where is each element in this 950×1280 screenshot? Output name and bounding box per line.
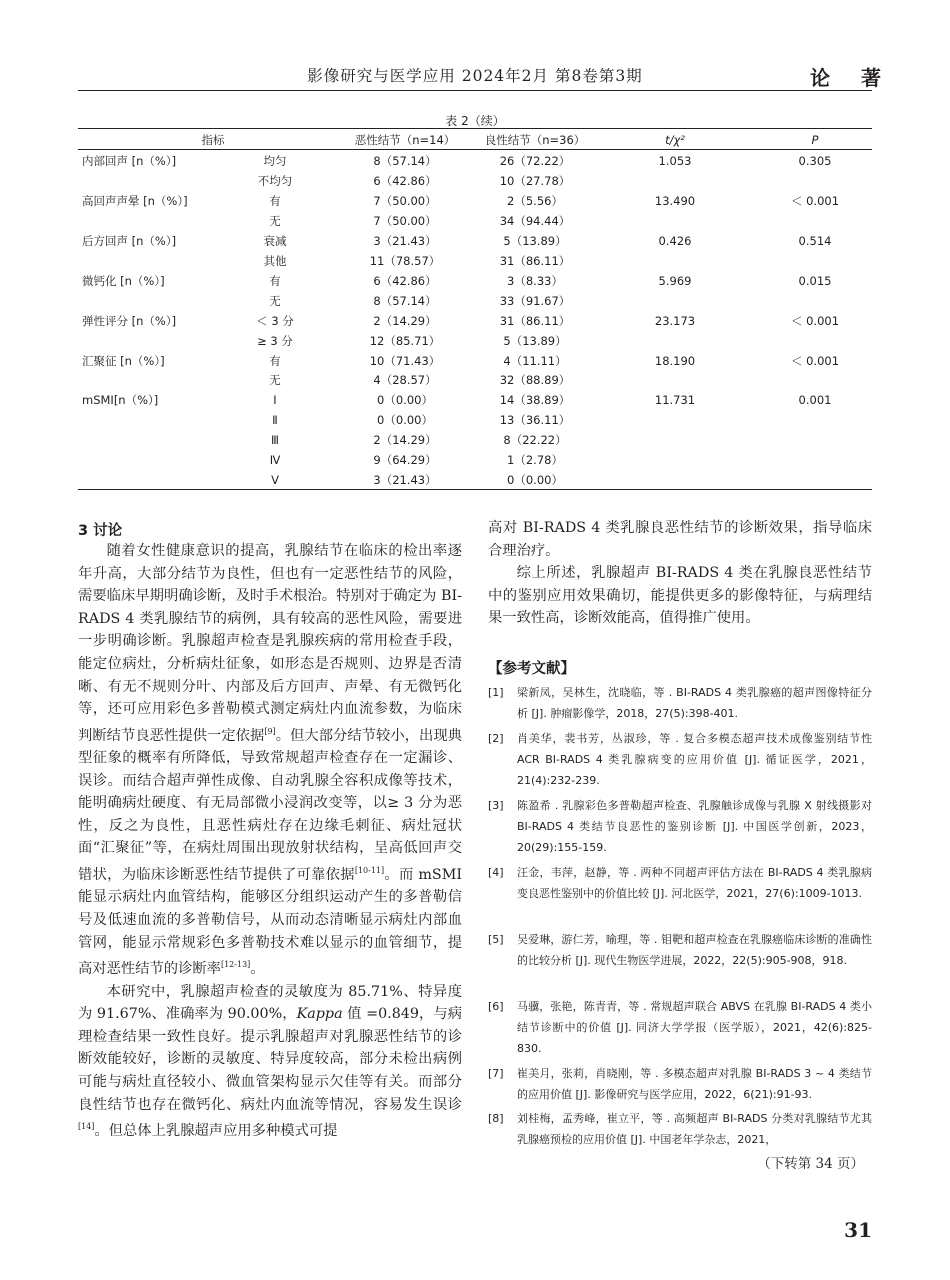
table-row-benign-value: 33（91.67） <box>499 294 571 308</box>
table-row-benign-value: 31（86.11） <box>499 254 571 268</box>
conclusion-paragraph: 综上所述，乳腺超声 BI-RADS 4 类在乳腺良恶性结节中的鉴别应用效果确切，能提供更多的影像特征，与病理结果一致性高，诊断效能高，值得推广使用。 <box>488 565 872 627</box>
table-row-benign-value: 3（8.33） <box>507 274 563 288</box>
table-row-benign-value: 10（27.78） <box>499 174 571 188</box>
reference-text: 吴爱琳，游仁芳，喻理，等 . 钼靶和超声检查在乳腺癌临床诊断的准确性的比较分析 [J]. 现代生物医学进展，2022，22(5):905-908，918. <box>517 933 872 967</box>
discussion-left-column <box>78 540 462 1143</box>
table-row-benign-value: 32（88.89） <box>499 373 571 387</box>
table-row-row-indicator: mSMI[n（%）] <box>82 393 159 407</box>
table-row-benign-value: 14（38.89） <box>499 393 571 407</box>
table-row-benign-value: 13（36.11） <box>499 413 571 427</box>
table-row-benign-value: 5（13.89） <box>503 234 567 248</box>
table-row-malignant-value: 2（14.29） <box>373 314 437 328</box>
table-top-rule <box>78 128 872 129</box>
table-caption: 表 2（续） <box>445 114 505 128</box>
col-header-p: P <box>811 133 819 147</box>
reference-number: [7] <box>488 1067 504 1080</box>
table-row-p-value: 0.001 <box>798 393 832 407</box>
reference-item <box>488 996 872 1059</box>
reference-text: 崔美月，张莉，肖晓刚，等 . 多模态超声对乳腺 BI-RADS 3 ~ 4 类结节的应用价值 [J]. 影像研究与医学应用，2022，6(21):91-93. <box>517 1067 872 1101</box>
reference-item <box>488 795 872 858</box>
table-row-row-category: 有 <box>269 354 281 368</box>
section-label: 论 著 <box>810 66 893 90</box>
reference-number: [1] <box>488 686 504 699</box>
table-row-statistic-value: 23.173 <box>654 314 696 328</box>
table-row-row-category: ≥ 3 分 <box>257 334 293 348</box>
header-rule <box>78 90 872 91</box>
table-row-p-value: 0.015 <box>798 274 832 288</box>
reference-item <box>488 862 872 904</box>
table-row-row-indicator: 后方回声 [n（%）] <box>82 234 177 248</box>
table-row-row-category: Ⅱ <box>272 413 278 427</box>
page-number: 31 <box>844 1218 872 1242</box>
citation: [14] <box>78 1122 95 1132</box>
table-row-malignant-value: 3（21.43） <box>373 473 437 487</box>
table-row-malignant-value: 10（71.43） <box>369 354 441 368</box>
table-row-statistic-value: 1.053 <box>658 154 692 168</box>
table-row-row-category: ＜ 3 分 <box>256 314 294 328</box>
col-header-indicator: 指标 <box>201 133 225 147</box>
table-row-malignant-value: 8（57.14） <box>373 154 437 168</box>
reference-text: 肖美华，裴书芳，丛淑珍，等 . 复合多模态超声技术成像鉴别结节性 ACR BI-RADS 4 类乳腺病变的应用价值 [J]. 循证医学，2021，21(4):232-239. <box>517 732 872 787</box>
table-row-statistic-value: 13.490 <box>654 194 696 208</box>
table-row-row-indicator: 汇聚征 [n（%）] <box>82 354 165 368</box>
table-row-benign-value: 31（86.11） <box>499 314 571 328</box>
reference-number: [4] <box>488 866 504 879</box>
citation: [10-11] <box>354 866 385 876</box>
table-row-row-category: Ⅴ <box>271 473 279 487</box>
table-row-malignant-value: 6（42.86） <box>373 174 437 188</box>
reference-item <box>488 929 872 971</box>
table-row-p-value: 0.305 <box>798 154 832 168</box>
table-row-benign-value: 0（0.00） <box>507 473 563 487</box>
table-row-row-indicator: 弹性评分 [n（%）] <box>82 314 177 328</box>
discussion-paragraph-1: 随着女性健康意识的提高，乳腺结节在临床的检出率逐年升高，大部分结节为良性，但也有一定恶性结节的风险，需要临床早期明确诊断，及时手术根治。特别对于确定为 BI-RADS 4 类乳腺结节的病例，具有较高的恶性风险，需要进一步明确诊断。乳腺超声检查是乳腺疾病的常用检查手段，能定位病灶，分析病灶征象，如形态是否规则、边界是否清晰、有无不规则分叶、内部及后方回声、声晕、有无微钙化等，还可应用彩色多普勒模式测定病灶内血流参数，为临床判断结节良恶性提供一定依据[9]。但大部分结节较小，出现典型征象的概率有所降低，导致常规超声检查存在一定漏诊、误诊。而结合超声弹性成像、自动乳腺全容积成像等技术，能明确病灶硬度、有无局部微小浸润改变等，以≥ 3 分为恶性，反之为良性，且恶性病灶存在边缘毛刺征、病灶冠状面“汇聚征”等，在病灶周围出现放射状结构，呈高低回声交错状，为临床诊断恶性结节提供了可靠依据[10-11]。而 mSMI 能显示病灶内血管结构，能够区分组织运动产生的多普勒信号及低速血流的多普勒信号，从而动态清晰显示病灶内部血管网，能显示常规彩色多普勒技术难以显示的血管细节，提高对恶性结节的诊断率[12-13]。 <box>78 543 463 977</box>
table-row-row-category: 其他 <box>263 254 287 268</box>
reference-text: 陈盈希 . 乳腺彩色多普勒超声检查、乳腺触诊成像与乳腺 X 射线摄影对 BI-RADS 4 类结节良恶性的鉴别诊断 [J]. 中国医学创新，2023，20(29):155-159. <box>517 799 872 854</box>
table-row-malignant-value: 4（28.57） <box>373 373 437 387</box>
reference-number: [8] <box>488 1112 504 1125</box>
table-row-p-value: ＜ 0.001 <box>790 194 840 208</box>
table-row-malignant-value: 3（21.43） <box>373 234 437 248</box>
reference-item <box>488 1063 872 1105</box>
discussion-paragraph-2: 本研究中，乳腺超声检查的灵敏度为 85.71%、特异度为 91.67%、准确率为 90.00%，Kappa 值 =0.849，与病理检查结果一致性良好。提示乳腺超声对乳腺恶性结节的诊断效能较好，诊断的灵敏度、特异度较高，部分未检出病例可能与病灶直径较小、微血管架构显示欠佳等有关。而部分良性结节也存在微钙化、病灶内血流等情况，容易发生误诊[14]。但总体上乳腺超声应用多种模式可提 <box>78 983 462 1139</box>
col-header-benign: 良性结节（n=36） <box>484 133 586 147</box>
table-row-p-value: ＜ 0.001 <box>790 314 840 328</box>
col-header-statistic: t/χ² <box>665 133 685 147</box>
reference-number: [5] <box>488 933 504 946</box>
discussion-paragraph-continued: 高对 BI-RADS 4 类乳腺良恶性结节的诊断效果，指导临床合理治疗。 <box>488 520 872 559</box>
citation: [12-13] <box>220 960 251 970</box>
table-row-row-category: Ⅲ <box>271 433 279 447</box>
table-row-benign-value: 1（2.78） <box>507 453 563 467</box>
table-row-benign-value: 2（5.56） <box>507 194 563 208</box>
table-row-malignant-value: 9（64.29） <box>373 453 437 467</box>
table-row-statistic-value: 11.731 <box>654 393 696 407</box>
table-row-row-category: 无 <box>269 294 281 308</box>
reference-text: 马骥，张艳，陈青青，等 . 常规超声联合 ABVS 在乳腺 BI-RADS 4 类小结节诊断中的价值 [J]. 同济大学学报（医学版），2021，42(6):825-830. <box>517 1000 872 1055</box>
citation: [9] <box>264 726 276 736</box>
references-heading: 【参考文献】 <box>488 661 575 677</box>
reference-number: [3] <box>488 799 504 812</box>
table-row-malignant-value: 7（50.00） <box>373 194 437 208</box>
reference-text: 汪金，韦萍，赵静，等 . 两种不同超声评估方法在 BI-RADS 4 类乳腺病变良恶性鉴别中的价值比较 [J]. 河北医学，2021，27(6):1009-1013. <box>517 866 872 900</box>
table-row-malignant-value: 0（0.00） <box>377 413 433 427</box>
table-row-malignant-value: 11（78.57） <box>369 254 441 268</box>
table-row-benign-value: 5（13.89） <box>503 334 567 348</box>
table-row-malignant-value: 7（50.00） <box>373 214 437 228</box>
table-row-benign-value: 8（22.22） <box>503 433 567 447</box>
discussion-right-column <box>488 517 872 630</box>
table-row-row-category: 不均匀 <box>257 174 293 188</box>
table-row-malignant-value: 12（85.71） <box>369 334 441 348</box>
table-row-malignant-value: 2（14.29） <box>373 433 437 447</box>
reference-item <box>488 682 872 724</box>
reference-text: 刘桂梅，孟秀峰，崔立平，等 . 高频超声 BI-RADS 分类对乳腺结节尤其乳腺癌预检的应用价值 [J]. 中国老年学杂志，2021， <box>517 1112 872 1146</box>
table-row-row-indicator: 高回声声晕 [n（%）] <box>82 194 188 208</box>
table-row-row-category: Ⅰ <box>273 393 277 407</box>
table-row-row-category: 有 <box>269 274 281 288</box>
table-header-rule <box>78 149 872 150</box>
table-row-malignant-value: 8（57.14） <box>373 294 437 308</box>
table-row-row-category: 无 <box>269 214 281 228</box>
section-heading-discussion: 3 讨论 <box>78 523 123 539</box>
journal-header: 影像研究与医学应用 2024年2月 第8卷第3期 <box>307 67 643 85</box>
table-row-row-category: Ⅳ <box>269 453 281 467</box>
table-row-row-category: 均匀 <box>263 154 287 168</box>
reference-item <box>488 1108 872 1150</box>
reference-number: [2] <box>488 732 504 745</box>
reference-text: 梁新凤，吴林生，沈晓临，等 . BI-RADS 4 类乳腺癌的超声图像特征分析 [J]. 肿瘤影像学，2018，27(5):398-401. <box>517 686 872 720</box>
table-row-row-indicator: 内部回声 [n（%）] <box>82 154 177 168</box>
table-row-p-value: 0.514 <box>798 234 832 248</box>
table-bottom-rule <box>78 489 872 490</box>
table-row-row-category: 无 <box>269 373 281 387</box>
table-row-row-category: 有 <box>269 194 281 208</box>
continued-note: （下转第 34 页） <box>757 1156 864 1172</box>
table-row-benign-value: 26（72.22） <box>499 154 571 168</box>
table-row-row-indicator: 微钙化 [n（%）] <box>82 274 165 288</box>
table-row-row-category: 衰减 <box>263 234 287 248</box>
col-header-malignant: 恶性结节（n=14） <box>354 133 456 147</box>
table-row-p-value: ＜ 0.001 <box>790 354 840 368</box>
table-row-statistic-value: 0.426 <box>658 234 692 248</box>
reference-number: [6] <box>488 1000 504 1013</box>
table-row-statistic-value: 18.190 <box>654 354 696 368</box>
table-row-benign-value: 4（11.11） <box>503 354 567 368</box>
reference-item <box>488 728 872 791</box>
table-row-malignant-value: 0（0.00） <box>377 393 433 407</box>
table-row-malignant-value: 6（42.86） <box>373 274 437 288</box>
table-row-benign-value: 34（94.44） <box>499 214 571 228</box>
table-row-statistic-value: 5.969 <box>658 274 692 288</box>
